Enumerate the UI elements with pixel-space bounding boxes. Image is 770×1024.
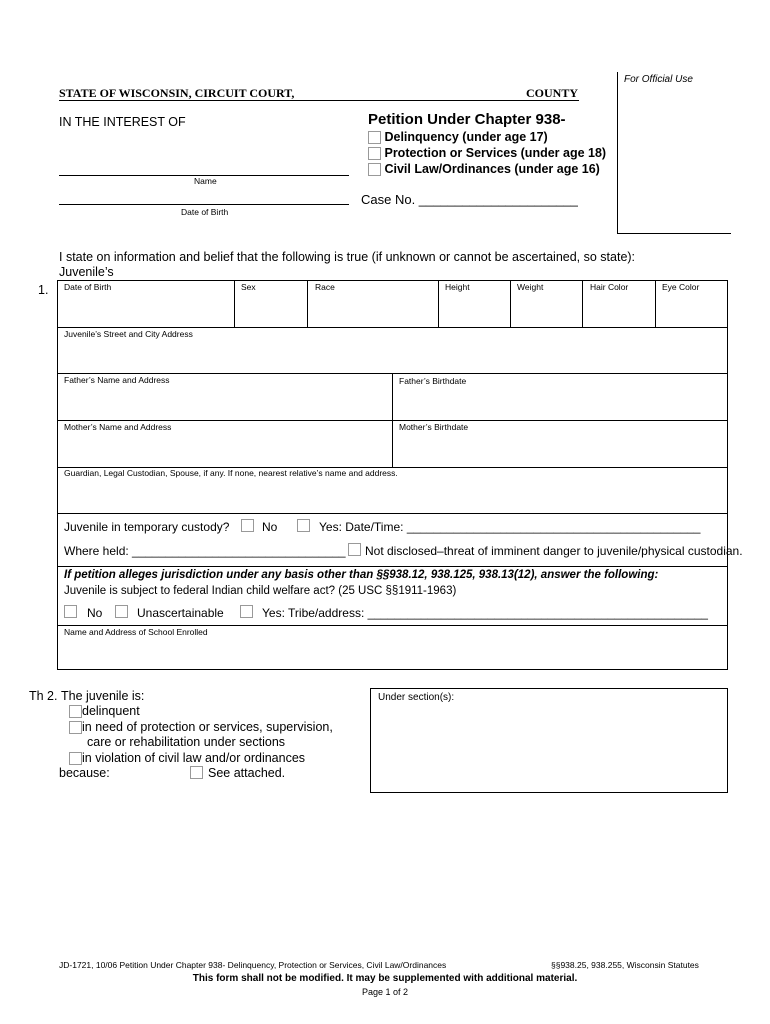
col-divider — [307, 280, 308, 327]
statutes: §§938.25, 938.255, Wisconsin Statutes — [551, 960, 699, 970]
dob-label: Date of Birth — [181, 207, 229, 217]
protection-checkbox[interactable] — [368, 147, 381, 160]
mother-birthdate-cell[interactable]: Mother’s Birthdate — [399, 422, 469, 432]
custody-yes-checkbox[interactable] — [297, 519, 310, 532]
where-held-field[interactable]: Where held: ________________________________ — [64, 544, 346, 558]
petition-options — [368, 129, 606, 177]
page-number: Page 1 of 2 — [361, 987, 409, 997]
juvenile-address-cell[interactable]: Juvenile’s Street and City Address — [64, 329, 193, 339]
court-line — [59, 100, 579, 101]
eye-color-cell[interactable]: Eye Color — [662, 282, 700, 292]
father-birthdate-cell[interactable]: Father’s Birthdate — [399, 376, 467, 386]
option-protection[interactable]: Protection or Services (under age 18) — [368, 145, 606, 161]
sex-cell[interactable]: Sex — [241, 282, 256, 292]
option-protection-services-cont: care or rehabilitation under sections — [87, 735, 286, 749]
county-label: COUNTY — [526, 86, 579, 100]
delinquent-checkbox[interactable] — [69, 705, 82, 718]
row-divider — [57, 327, 728, 328]
hair-color-cell[interactable]: Hair Color — [590, 282, 629, 292]
name-label: Name — [194, 176, 217, 186]
height-cell[interactable]: Height — [445, 282, 470, 292]
col-divider — [582, 280, 583, 327]
icwa-question: Juvenile is subject to federal Indian child welfare act? (25 USC §§1911-1963) — [64, 585, 457, 597]
dob-cell[interactable]: Date of Birth — [64, 282, 112, 292]
race-cell[interactable]: Race — [315, 282, 335, 292]
row-divider — [57, 566, 728, 567]
official-use-divider — [617, 72, 618, 233]
custody-no-label: No — [262, 520, 278, 534]
court-title: STATE OF WISCONSIN, CIRCUIT COURT, — [59, 86, 295, 100]
intro-statement: I state on information and belief that the following is true (if unknown or cannot be ascertained, so state): — [59, 250, 636, 264]
section-1-number: 1. — [38, 283, 49, 297]
protection-services-checkbox[interactable] — [69, 721, 82, 734]
petition-title: Petition Under Chapter 938- — [368, 111, 566, 128]
under-sections-box[interactable] — [370, 688, 728, 793]
row-divider — [57, 513, 728, 514]
official-use-bottom — [617, 233, 731, 234]
civil-law-checkbox[interactable] — [368, 163, 381, 176]
row-divider — [57, 420, 728, 421]
guardian-cell[interactable]: Guardian, Legal Custodian, Spouse, if any. If none, nearest relative’s name and address. — [64, 468, 398, 478]
not-disclosed-label: Not disclosed–threat of imminent danger to juvenile/physical custodian. — [365, 544, 743, 558]
icwa-no-checkbox[interactable] — [64, 605, 77, 618]
col-divider — [655, 280, 656, 327]
school-cell[interactable]: Name and Address of School Enrolled — [64, 627, 208, 637]
option-violation[interactable]: in violation of civil law and/or ordinances — [69, 751, 333, 767]
icwa-unascertainable-checkbox[interactable] — [115, 605, 128, 618]
option-civil-law[interactable]: Civil Law/Ordinances (under age 16) — [368, 161, 606, 177]
option-protection-services[interactable]: in need of protection or services, supervision, — [69, 720, 333, 736]
option-delinquency[interactable]: Delinquency (under age 17) — [368, 129, 606, 145]
col-divider — [234, 280, 235, 327]
juvenile-heading: Juvenile’s — [59, 265, 114, 279]
col-divider — [438, 280, 439, 327]
jurisdiction-note: If petition alleges jurisdiction under any basis other than §§938.12, 938.125, 938.13(12), answer the following: — [64, 569, 659, 581]
see-attached-label: See attached. — [208, 766, 286, 780]
custody-no-checkbox[interactable] — [241, 519, 254, 532]
option-delinquent[interactable]: delinquent — [69, 704, 333, 720]
footer-notice: This form shall not be modified. It may be supplemented with additional material. — [192, 973, 578, 984]
not-disclosed-checkbox[interactable] — [348, 543, 361, 556]
custody-question: Juvenile in temporary custody? — [64, 520, 230, 534]
icwa-unascertainable-label: Unascertainable — [137, 606, 224, 620]
case-no-field[interactable]: Case No. ______________________ — [361, 192, 578, 207]
section-2-prefix: Th 2. — [29, 689, 58, 703]
icwa-yes-field[interactable]: Yes: Tribe/address: ___________________________________________________ — [262, 606, 708, 620]
because-label: because: — [59, 766, 110, 780]
violation-checkbox[interactable] — [69, 752, 82, 765]
icwa-yes-checkbox[interactable] — [240, 605, 253, 618]
form-id: JD-1721, 10/06 Petition Under Chapter 938- Delinquency, Protection or Services, Civil Law/Ordinances — [59, 960, 447, 970]
custody-yes-field[interactable]: Yes: Date/Time: ____________________________________________ — [319, 520, 701, 534]
section-2-heading: The juvenile is: — [61, 689, 145, 703]
section-2-options — [69, 704, 333, 766]
dob-field[interactable] — [59, 204, 349, 205]
father-name-cell[interactable]: Father’s Name and Address — [64, 375, 170, 385]
in-interest-label: IN THE INTEREST OF — [59, 115, 186, 129]
official-use-label: For Official Use — [624, 74, 693, 85]
see-attached-checkbox[interactable] — [190, 766, 203, 779]
under-sections-label: Under section(s): — [378, 692, 455, 703]
row-divider — [57, 625, 728, 626]
mother-name-cell[interactable]: Mother’s Name and Address — [64, 422, 172, 432]
delinquency-checkbox[interactable] — [368, 131, 381, 144]
icwa-no-label: No — [87, 606, 103, 620]
weight-cell[interactable]: Weight — [517, 282, 544, 292]
col-divider — [510, 280, 511, 327]
